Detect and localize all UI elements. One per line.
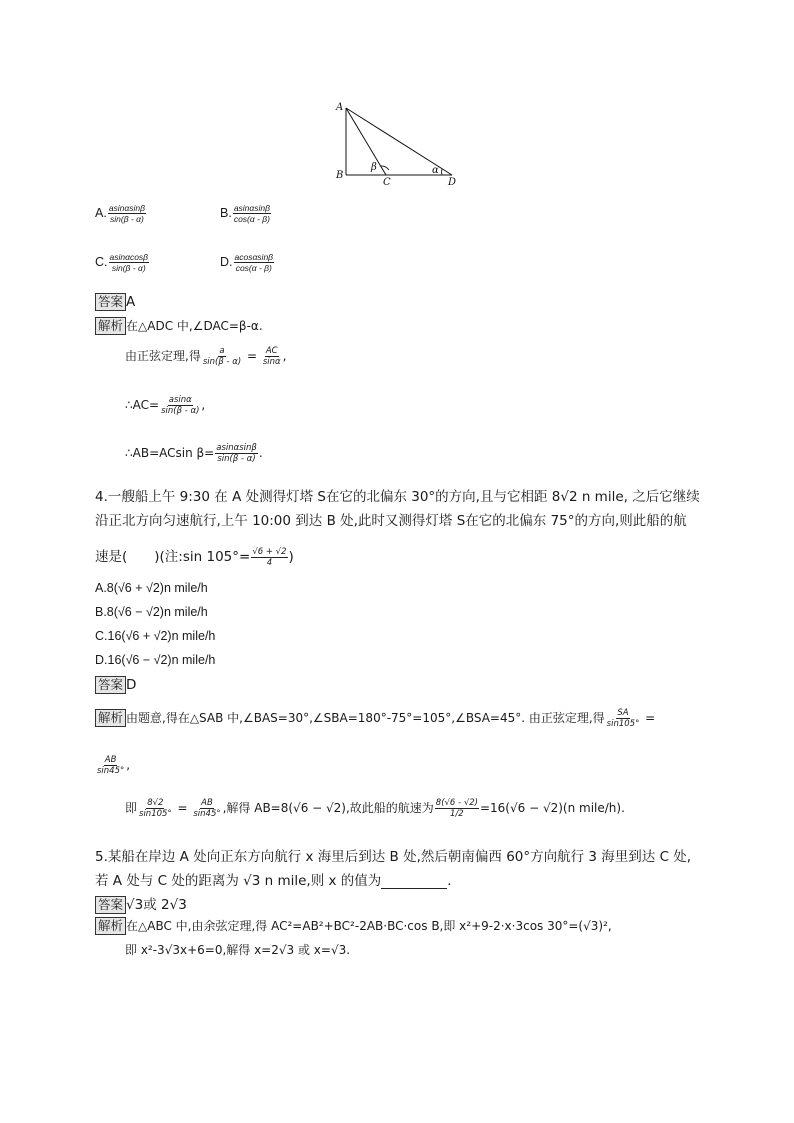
frac-num: asinαcosβ (109, 252, 149, 262)
q3-ab-line (125, 443, 263, 464)
frac-num: acosαsinβ (234, 252, 274, 262)
q3-option-a (95, 203, 147, 224)
frac-den: cos(α - β) (233, 214, 270, 224)
q3-option-b (220, 203, 272, 224)
label-d: D (448, 177, 457, 188)
equals: = (641, 711, 656, 725)
q3-answer-row (95, 293, 135, 311)
fraction (202, 346, 242, 367)
analysis-text: 在△ABC 中,由余弦定理,得 AC²=AB²+BC²-2AB·BC·cos B,即 x²+9-2·x·3cos 30°=(√3)², (126, 919, 612, 933)
label-beta: β (371, 162, 377, 173)
q4-stem-line2: 沿正北方向匀速航行,上午 10:00 到达 B 处,此时又测得灯塔 S在它的北偏东 75°的方向,则此船的航 (95, 513, 687, 529)
text: 即 (125, 801, 138, 815)
text: . (447, 873, 452, 889)
text: ∴AB=ACsin β= (125, 446, 215, 460)
frac-num: √6 + √2 (252, 546, 287, 557)
frac-num: asinα (168, 395, 192, 405)
frac-den: sin(β - α) (161, 406, 200, 416)
frac-den: sin(β - α) (202, 357, 242, 367)
label-a: A (336, 102, 344, 113)
option-fraction (109, 252, 150, 273)
text: 速是( )(注:sin 105°= (95, 549, 251, 565)
fraction (138, 798, 173, 819)
side-ac (346, 108, 386, 175)
q3-option-d (220, 252, 275, 273)
frac-num: AB (201, 798, 213, 808)
equals: = (243, 349, 261, 363)
answer-value: √3或 2√3 (126, 897, 187, 913)
q4-answer-row (95, 676, 136, 694)
frac-num: a (219, 346, 225, 356)
frac-den: sin105° (139, 809, 172, 819)
frac-den: sin(β - α) (217, 454, 256, 464)
frac-den: sin45° (97, 766, 125, 776)
q3-ac-line (125, 395, 205, 416)
text: 若 A 处与 C 处的距离为 √3 n mile,则 x 的值为 (95, 873, 382, 889)
q4-solution-line (125, 798, 625, 819)
option-letter: A. (95, 205, 107, 220)
fraction (215, 443, 258, 464)
q5-stem-line1: 5.某船在岸边 A 处向正东方向航行 x 海里后到达 B 处,然后朝南偏西 60°方向航行 3 海里到达 C 处, (95, 849, 692, 865)
frac-den: 4 (266, 557, 273, 568)
frac-num: 8(√6 - √2) (435, 798, 478, 808)
text: ) (288, 549, 294, 565)
frac-den: sin(β - α) (111, 263, 146, 273)
option-fraction (108, 203, 146, 224)
frac-den: cos(α - β) (235, 263, 272, 273)
frac-den: sin105° (606, 719, 640, 729)
option-letter: D. (220, 254, 233, 269)
frac-num: AB (104, 755, 117, 765)
q5-answer-row (95, 893, 187, 914)
q4-stem-line3 (95, 545, 294, 568)
text: ,解得 AB=8(√6 − √2),故此船的航速为 (222, 801, 434, 815)
frac-num: 8√2 (147, 798, 164, 808)
q4-analysis-cont (95, 755, 130, 776)
fraction (192, 798, 221, 819)
q5-analysis-row (95, 917, 612, 935)
equals: = (173, 801, 192, 815)
frac-den: sin45° (193, 809, 221, 819)
q5-analysis-line2: 即 x²-3√3x+6=0,解得 x=2√3 或 x=√3. (125, 943, 351, 957)
frac-den: sin(β - α) (110, 214, 144, 224)
fraction (435, 798, 479, 819)
q3-option-c (95, 252, 150, 273)
analysis-tag: 解析 (95, 317, 126, 335)
frac-num: asinαsinβ (108, 203, 145, 213)
option-fraction (234, 252, 275, 273)
q4-option-d: D.16(√6 − √2)n mile/h (95, 653, 216, 667)
option-letter: C. (95, 254, 108, 269)
q4-analysis-row (95, 708, 655, 729)
fraction (606, 708, 641, 729)
text: , (282, 349, 287, 363)
label-c: C (383, 177, 391, 188)
analysis-tag: 解析 (95, 709, 126, 727)
text: , (126, 758, 131, 772)
text: =16(√6 − √2)(n mile/h). (479, 801, 625, 815)
frac-num: SA (617, 708, 629, 718)
q3-sine-rule (125, 346, 286, 367)
text: . (258, 446, 263, 460)
q4-option-a: A.8(√6 + √2)n mile/h (95, 581, 208, 595)
text: , (201, 398, 206, 412)
frac-num: AC (265, 346, 278, 356)
answer-tag: 答案 (95, 293, 126, 311)
answer-value: D (126, 677, 137, 693)
answer-blank (381, 876, 447, 889)
fraction (262, 346, 282, 367)
q4-option-c: C.16(√6 + √2)n mile/h (95, 629, 216, 643)
frac-den: 1/2 (450, 809, 464, 819)
answer-value: A (126, 294, 136, 310)
option-letter: B. (220, 205, 232, 220)
analysis-text: 由题意,得在△SAB 中,∠BAS=30°,∠SBA=180°-75°=105°,∠BSA=45°. 由正弦定理,得 (126, 711, 605, 725)
q4-option-b: B.8(√6 − √2)n mile/h (95, 605, 208, 619)
frac-den: sinα (262, 357, 281, 367)
q3-analysis-row (95, 317, 263, 335)
answer-tag: 答案 (95, 896, 126, 914)
triangle-figure (330, 98, 460, 188)
fraction (251, 547, 287, 568)
label-alpha: α (432, 165, 439, 176)
text: 由正弦定理,得 (125, 349, 201, 363)
analysis-text: 在△ADC 中,∠DAC=β-α. (126, 319, 263, 333)
fraction (160, 395, 200, 416)
text: ∴AC= (125, 398, 160, 412)
frac-num: asinαsinβ (233, 203, 270, 213)
fraction (96, 755, 125, 776)
q5-stem-line2 (95, 869, 452, 889)
analysis-tag: 解析 (95, 917, 126, 935)
q4-stem-line1: 4.一艘船上午 9:30 在 A 处测得灯塔 S在它的北偏东 30°的方向,且与它相距 8√2 n mile, 之后它继续 (95, 489, 700, 505)
frac-num: asinαsinβ (216, 443, 257, 453)
option-fraction (233, 203, 271, 224)
label-b: B (336, 170, 344, 181)
answer-tag: 答案 (95, 676, 126, 694)
